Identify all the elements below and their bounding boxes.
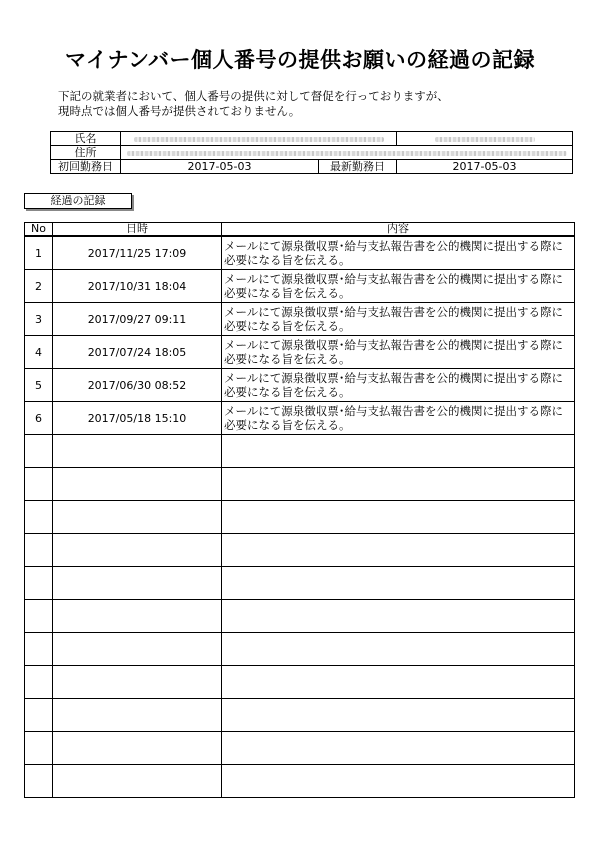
page-title: マイナンバー個人番号の提供お願いの経過の記録 xyxy=(64,48,536,72)
empty-cell xyxy=(25,732,53,765)
empty-cell xyxy=(53,435,222,468)
row-no: 5 xyxy=(25,369,53,402)
empty-row xyxy=(25,501,575,534)
intro-text xyxy=(58,89,449,119)
empty-cell xyxy=(222,600,575,633)
empty-row xyxy=(25,732,575,765)
empty-cell xyxy=(222,567,575,600)
empty-cell xyxy=(53,501,222,534)
row-no: 4 xyxy=(25,336,53,369)
table-row xyxy=(25,402,575,435)
empty-cell xyxy=(222,765,575,798)
empty-cell xyxy=(222,534,575,567)
redacted-mark xyxy=(127,151,567,156)
worker-info-table xyxy=(50,131,573,174)
address-value-redacted xyxy=(121,146,573,160)
row-datetime: 2017/11/25 17:09 xyxy=(53,236,222,270)
empty-cell xyxy=(25,435,53,468)
empty-cell xyxy=(25,534,53,567)
empty-row xyxy=(25,534,575,567)
empty-cell xyxy=(25,501,53,534)
progress-log-table xyxy=(24,222,575,798)
empty-cell xyxy=(222,633,575,666)
row-datetime: 2017/05/18 15:10 xyxy=(53,402,222,435)
empty-cell xyxy=(53,567,222,600)
empty-row xyxy=(25,699,575,732)
row-content: メールにて源泉徴収票･給与支払報告書を公的機関に提出する際に必要になる旨を伝える。 xyxy=(222,336,575,369)
header-datetime: 日時 xyxy=(53,223,222,237)
section-label: 経過の記録 xyxy=(24,193,132,209)
empty-cell xyxy=(25,666,53,699)
table-row xyxy=(25,336,575,369)
row-datetime: 2017/10/31 18:04 xyxy=(53,270,222,303)
row-no: 3 xyxy=(25,303,53,336)
empty-cell xyxy=(25,699,53,732)
table-row xyxy=(25,303,575,336)
empty-cell xyxy=(53,699,222,732)
empty-cell xyxy=(53,732,222,765)
empty-cell xyxy=(222,468,575,501)
empty-cell xyxy=(222,435,575,468)
latest-day-value: 2017-05-03 xyxy=(397,160,573,174)
empty-cell xyxy=(53,468,222,501)
table-row xyxy=(25,270,575,303)
redacted-mark xyxy=(435,137,535,142)
table-row xyxy=(25,369,575,402)
empty-cell xyxy=(222,666,575,699)
name-value-redacted xyxy=(121,132,397,146)
row-no: 2 xyxy=(25,270,53,303)
row-content: メールにて源泉徴収票･給与支払報告書を公的機関に提出する際に必要になる旨を伝える。 xyxy=(222,303,575,336)
empty-cell xyxy=(25,633,53,666)
empty-row xyxy=(25,600,575,633)
empty-cell xyxy=(222,501,575,534)
name-kana-redacted xyxy=(397,132,573,146)
empty-cell xyxy=(25,567,53,600)
name-label: 氏名 xyxy=(51,132,121,146)
empty-cell xyxy=(53,600,222,633)
empty-cell xyxy=(53,633,222,666)
redacted-mark xyxy=(134,137,384,142)
row-datetime: 2017/07/24 18:05 xyxy=(53,336,222,369)
intro-line-2: 現時点では個人番号が提供されておりません。 xyxy=(58,104,301,118)
empty-row xyxy=(25,633,575,666)
intro-line-1: 下記の就業者において、個人番号の提供に対して督促を行っておりますが、 xyxy=(58,89,449,103)
empty-cell xyxy=(53,765,222,798)
empty-cell xyxy=(25,468,53,501)
empty-row xyxy=(25,765,575,798)
header-no: No xyxy=(25,223,53,237)
empty-cell xyxy=(222,699,575,732)
row-content: メールにて源泉徴収票･給与支払報告書を公的機関に提出する際に必要になる旨を伝える。 xyxy=(222,236,575,270)
first-day-label: 初回勤務日 xyxy=(51,160,121,174)
empty-row xyxy=(25,468,575,501)
address-label: 住所 xyxy=(51,146,121,160)
row-content: メールにて源泉徴収票･給与支払報告書を公的機関に提出する際に必要になる旨を伝える。 xyxy=(222,369,575,402)
empty-cell xyxy=(25,600,53,633)
row-datetime: 2017/09/27 09:11 xyxy=(53,303,222,336)
row-content: メールにて源泉徴収票･給与支払報告書を公的機関に提出する際に必要になる旨を伝える。 xyxy=(222,402,575,435)
empty-cell xyxy=(25,765,53,798)
row-no: 1 xyxy=(25,236,53,270)
empty-row xyxy=(25,666,575,699)
table-row xyxy=(25,236,575,270)
row-content: メールにて源泉徴収票･給与支払報告書を公的機関に提出する際に必要になる旨を伝える。 xyxy=(222,270,575,303)
empty-row xyxy=(25,435,575,468)
empty-cell xyxy=(53,666,222,699)
empty-cell xyxy=(53,534,222,567)
row-datetime: 2017/06/30 08:52 xyxy=(53,369,222,402)
latest-day-label: 最新勤務日 xyxy=(319,160,397,174)
empty-row xyxy=(25,567,575,600)
header-content: 内容 xyxy=(222,223,575,237)
empty-cell xyxy=(222,732,575,765)
first-day-value: 2017-05-03 xyxy=(121,160,319,174)
row-no: 6 xyxy=(25,402,53,435)
